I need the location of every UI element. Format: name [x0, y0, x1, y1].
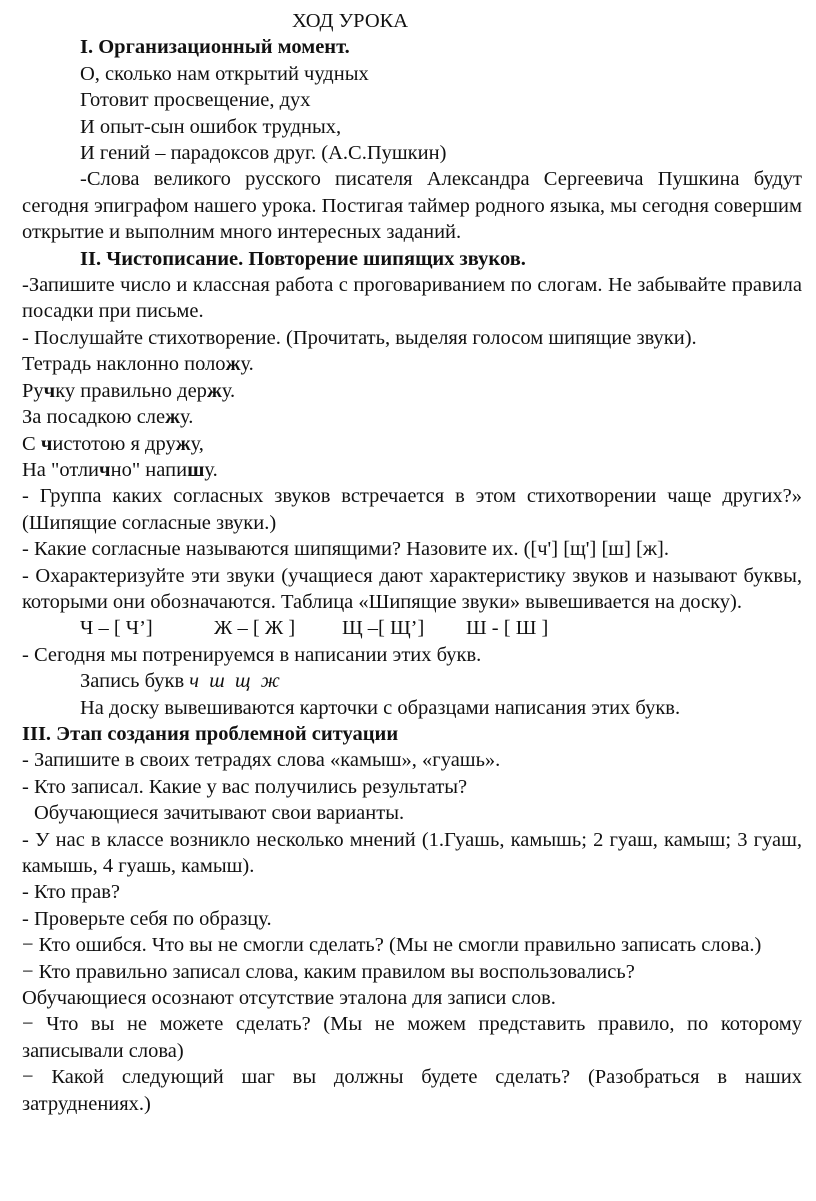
instruction-paragraph: -Запишите число и классная работа с проговариванием по слогам. Не забывайте правила посадки при письме. — [22, 274, 802, 323]
poem-line: Ручку правильно держу. — [22, 379, 236, 402]
epigraph-line: И опыт-сын ошибок трудных, — [80, 115, 342, 138]
sound-shch: Щ –[ Щ’] — [342, 617, 425, 640]
poem-line: На "отлично" напишу. — [22, 458, 218, 481]
sound-ch: Ч – [ Ч’] — [80, 617, 153, 640]
epigraph-line: Готовит просвещение, дух — [80, 89, 311, 112]
question-paragraph: − Какой следующий шаг вы должны будете сделать? (Разобраться в наших затруднениях.) — [22, 1066, 802, 1115]
question-paragraph: − Кто ошибся. Что вы не смогли сделать? (Мы не смогли правильно записать слова.) — [22, 934, 762, 957]
sound-zh: Ж – [ Ж ] — [214, 617, 296, 640]
instruction-paragraph: - Сегодня мы потренируемся в написании этих букв. — [22, 643, 482, 666]
poem-line: За посадкою слежу. — [22, 406, 194, 429]
question-paragraph: − Что вы не можете сделать? (Мы не можем представить правило, по которому записывали слова) — [22, 1013, 802, 1062]
sound-sh: Ш - [ Ш ] — [466, 617, 549, 640]
lesson-page — [0, 8, 816, 1201]
poem-line: Тетрадь наклонно положу. — [22, 353, 254, 376]
sounds-table-row — [22, 615, 802, 641]
epigraph-line: О, сколько нам открытий чудных — [80, 62, 369, 85]
question-paragraph: - Охарактеризуйте эти звуки (учащиеся дают характеристику звуков и называют буквы, которыми они обозначаются. Таблица «Шипящие звуки» вывешивается на доску). — [22, 564, 802, 613]
question-line: − Кто правильно записал слова, каким правилом вы воспользовались? — [22, 960, 635, 983]
note-line: Обучающиеся зачитывают свои варианты. — [34, 802, 405, 825]
question-paragraph: - Группа каких согласных звуков встречается в этом стихотворении чаще других?» (Шипящие согласные звуки.) — [22, 485, 802, 534]
letters-sample: ч ш щ ж — [189, 670, 280, 693]
note-line: Обучающиеся осознают отсутствие эталона для записи слов. — [22, 987, 556, 1010]
letters-line: Запись букв ч ш щ ж — [80, 670, 280, 693]
question-line: - Кто прав? — [22, 881, 121, 904]
question-line: - Кто записал. Какие у вас получились результаты? — [22, 775, 468, 798]
instruction-paragraph: - Послушайте стихотворение. (Прочитать, выделяя голосом шипящие звуки). — [22, 326, 697, 349]
question-paragraph: - Какие согласные называются шипящими? Назовите их. ([ч'] [щ'] [ш] [ж]. — [22, 538, 669, 561]
document-title: ХОД УРОКА — [292, 10, 409, 32]
question-line: - Проверьте себя по образцу. — [22, 907, 272, 930]
instruction-paragraph: На доску вывешиваются карточки с образцами написания этих букв. — [80, 696, 681, 719]
section-2-heading: II. Чистописание. Повторение шипящих звуков. — [80, 247, 526, 270]
question-line: - Запишите в своих тетрадях слова «камыш», «гуашь». — [22, 749, 501, 772]
section-1-heading: I. Организационный момент. — [80, 36, 350, 59]
opinions-paragraph: - У нас в классе возникло несколько мнений (1.Гуашь, камышь; 2 гуаш, камыш; 3 гуаш, камышь, 4 гуашь, камыш). — [22, 828, 802, 877]
epigraph-line: И гений – парадоксов друг. (А.С.Пушкин) — [80, 142, 447, 165]
section-3-heading: III. Этап создания проблемной ситуации — [22, 722, 399, 745]
intro-paragraph: -Слова великого русского писателя Александра Сергеевича Пушкина будут сегодня эпиграфом нашего урока. Постигая таймер родного языка, мы сегодня совершим открытие и выполним много интересных заданий. — [22, 168, 803, 244]
poem-line: С чистотою я дружу, — [22, 432, 204, 455]
